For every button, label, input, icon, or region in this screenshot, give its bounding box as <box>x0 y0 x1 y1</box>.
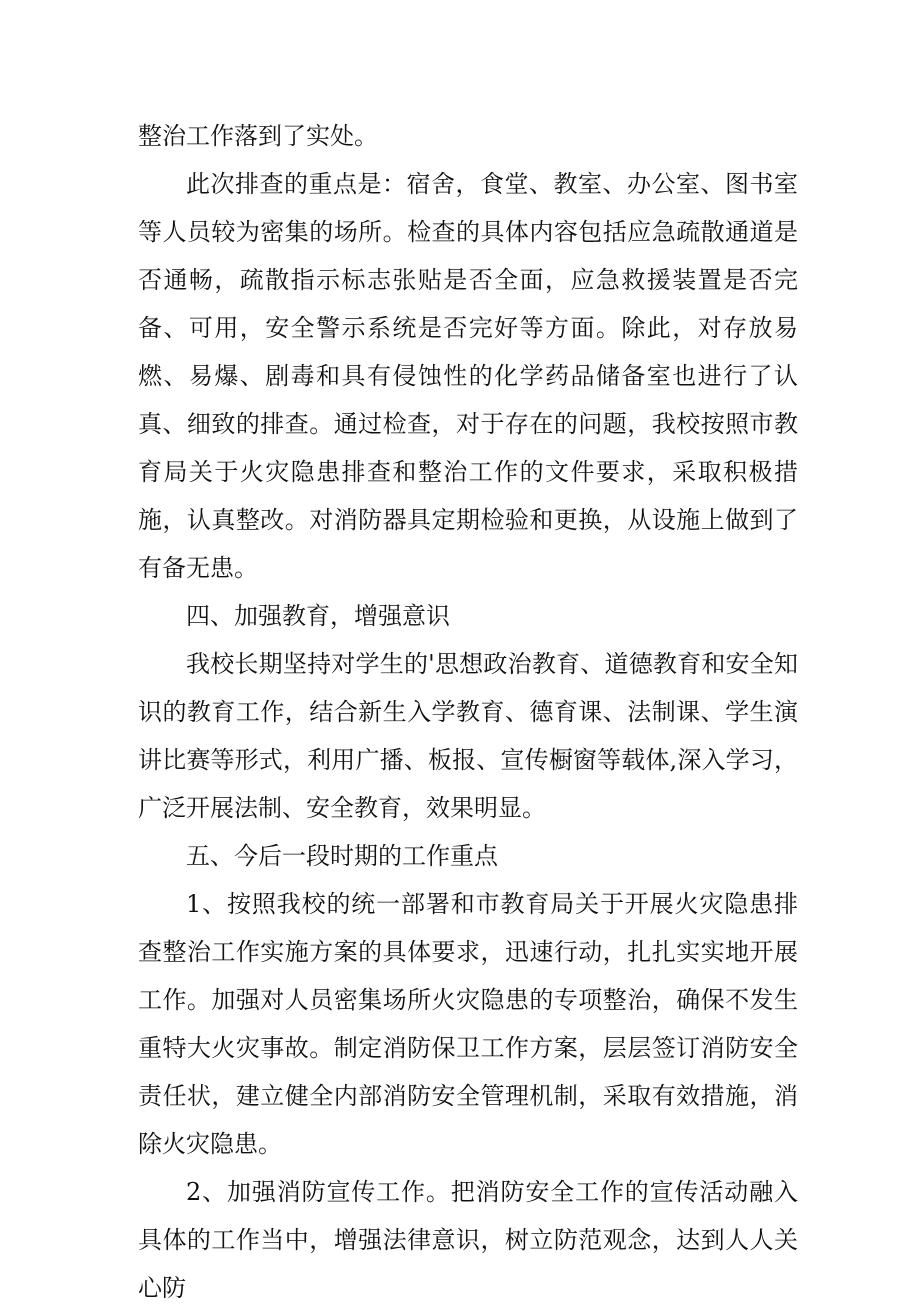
paragraph: 此次排查的重点是：宿舍，食堂、教室、办公室、图书室等人员较为密集的场所。检查的具体内容包括应急疏散通道是否通畅，疏散指示标志张贴是否全面，应急救援装置是否完备、可用，安全警示系统是否完好等方面。除此，对存放易燃、易爆、剧毒和具有侵蚀性的化学药品储备室也进行了认真、细致的排查。通过检查，对于存在的问题，我校按照市教育局关于火灾隐患排查和整治工作的文件要求，采取积极措施，认真整改。对消防器具定期检验和更换，从设施上做到了有备无患。 <box>138 170 798 582</box>
paragraph: 整治工作落到了实处。 <box>138 122 378 150</box>
document-page <box>138 112 798 1312</box>
paragraph: 2、加强消防宣传工作。把消防安全工作的宣传活动融入具体的工作当中，增强法律意识，树立防范观念，达到人人关心防 <box>138 1178 798 1302</box>
paragraph: 我校长期坚持对学生的'思想政治教育、道德教育和安全知识的教育工作，结合新生入学教育、德育课、法制课、学生演讲比赛等形式，利用广播、板报、宣传橱窗等载体,深入学习，广泛开展法制、安全教育，效果明显。 <box>138 650 798 822</box>
paragraph: 1、按照我校的统一部署和市教育局关于开展火灾隐患排查整治工作实施方案的具体要求，迅速行动，扎扎实实地开展工作。加强对人员密集场所火灾隐患的专项整治，确保不发生重特大火灾事故。制定消防保卫工作方案，层层签订消防安全责任状，建立健全内部消防安全管理机制，采取有效措施，消除火灾隐患。 <box>138 890 798 1158</box>
section-heading: 四、加强教育，增强意识 <box>186 602 450 630</box>
section-heading: 五、今后一段时期的工作重点 <box>186 842 498 870</box>
